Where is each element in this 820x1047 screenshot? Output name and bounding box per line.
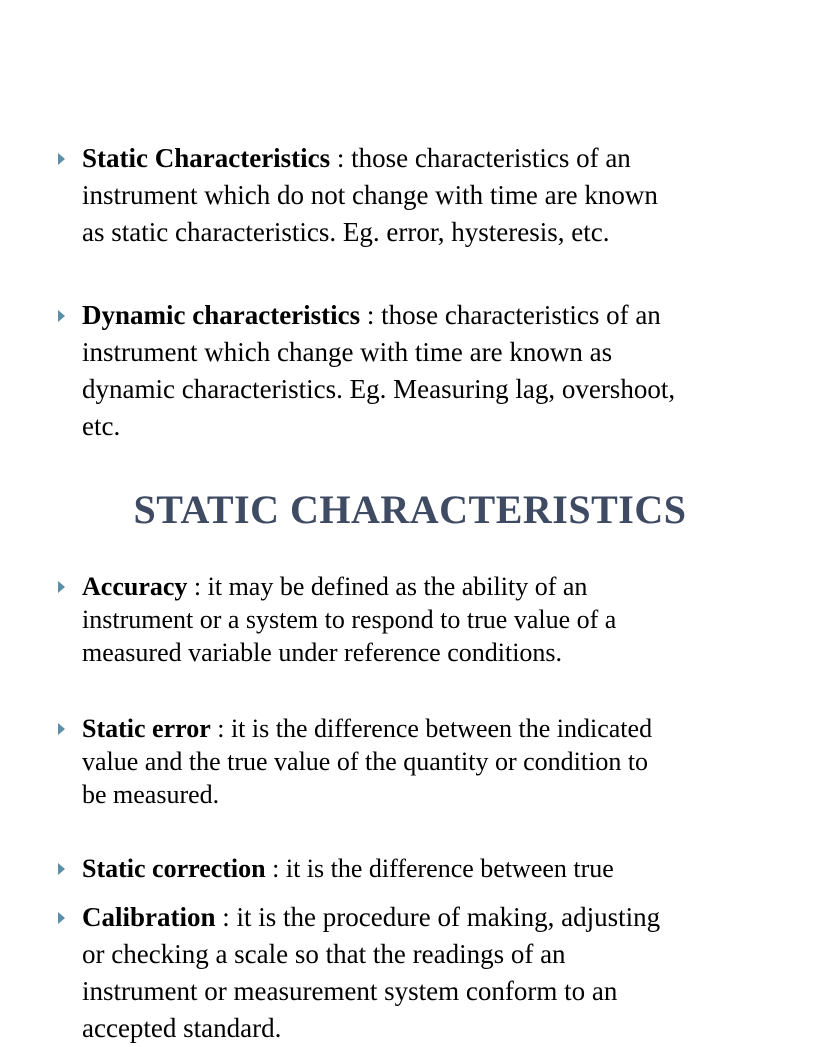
slide-3 — [0, 866, 768, 1043]
definition-text: : it may be defined as the ability of an — [187, 572, 588, 601]
bullet-dynamic-characteristics — [82, 297, 768, 445]
term-label: Static correction — [82, 854, 266, 883]
definition-text: : those characteristics of an — [330, 143, 631, 173]
definition-line: value and the true value of the quantity or condition to — [82, 747, 649, 776]
definition-text: : it is the difference between true — [265, 854, 614, 883]
definition-text: : those characteristics of an — [360, 300, 661, 330]
bullet-calibration — [82, 899, 768, 1047]
bullet-static-characteristics — [82, 140, 768, 251]
bullet-static-error — [82, 712, 768, 811]
slide-2 — [0, 436, 768, 883]
term-label: Static error — [82, 714, 211, 743]
bullet-arrow-icon — [58, 310, 65, 322]
definition-text: : it is the procedure of making, adjusting — [215, 902, 661, 932]
definition-line: dynamic characteristics. Eg. Measuring lag, overshoot, — [82, 374, 676, 404]
definition-line: instrument or measurement system conform to an — [82, 976, 618, 1006]
definition-line: instrument which change with time are known as — [82, 337, 613, 367]
definition-line: as static characteristics. Eg. error, hysteresis, etc. — [82, 217, 610, 247]
definition-line: instrument or a system to respond to true value of a — [82, 605, 617, 634]
term-label: Dynamic characteristics — [82, 300, 361, 330]
definition-line: instrument which do not change with time are known — [82, 180, 658, 210]
definition-line: accepted standard. — [82, 1013, 282, 1043]
slide-heading: STATIC CHARACTERISTICS — [133, 487, 687, 532]
bullet-accuracy — [82, 570, 768, 669]
bullet-arrow-icon — [58, 723, 65, 735]
term-label: Static Characteristics — [82, 143, 331, 173]
definition-line: be measured. — [82, 780, 220, 809]
definition-line: or checking a scale so that the readings of an — [82, 939, 566, 969]
definition-line: etc. — [82, 411, 121, 441]
term-label: Accuracy — [82, 572, 188, 601]
definition-text: : it is the difference between the indicated — [210, 714, 653, 743]
bullet-arrow-icon — [58, 153, 65, 165]
definition-line: measured variable under reference conditions. — [82, 638, 563, 667]
slide-1 — [0, 0, 768, 441]
bullet-arrow-icon — [58, 581, 65, 593]
bullet-arrow-icon — [58, 912, 65, 924]
term-label: Calibration — [82, 902, 216, 932]
